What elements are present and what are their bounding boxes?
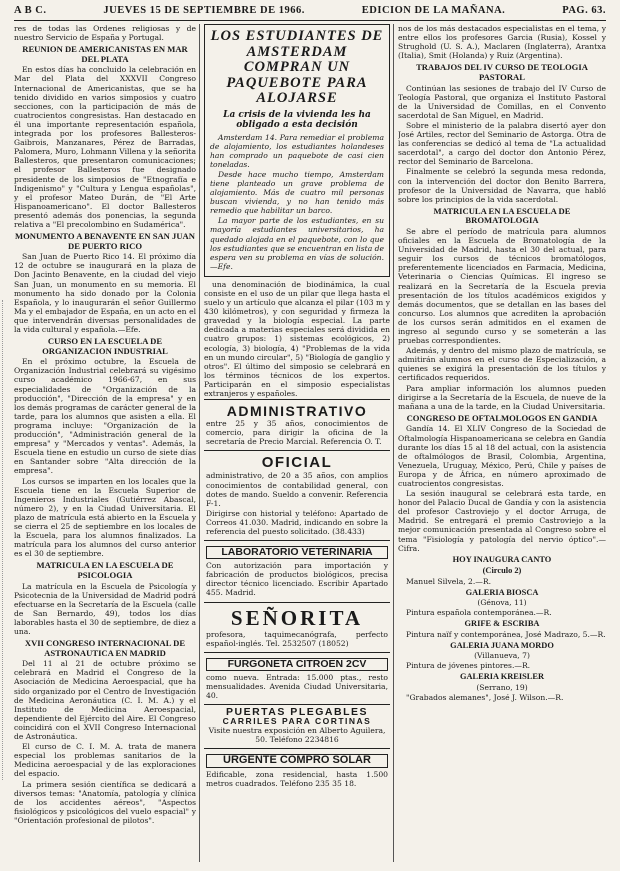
article-body: San Juan de Puerto Rico 14. El próximo día 12 de octubre se inaugurará en la plaza de Don Jacinto Benavente, en la ciudad del viejo San Juan, un monumento en su memoria. El monumento ha sido donado por la Colonia Española, y lo inaugurarán el señor Guillermo Ma y el embajador de España, en un acto en el que intervendrán diversas personalidades de la vida cultural y española.—Efe. [14, 252, 196, 334]
gallery-address: (Villanueva, 7) [474, 651, 530, 661]
ad-title: OFICIAL [261, 454, 333, 472]
ad-body: Con autorización para importación y fabricación de productos biológicos, precisa director técnico licenciado. Escribir Apartado 455. Madrid. [206, 561, 388, 598]
header-date: JUEVES 15 DE SEPTIEMBRE DE 1966. [103, 4, 305, 16]
article-body: Para ampliar información los alumnos pueden dirigirse a la Secretaría de la Escuela, de nueve de la mañana a una de la tarde, en la Ciudad Universitaria. [398, 383, 606, 411]
ad-title: PUERTAS PLEGABLES [226, 706, 368, 719]
ad-title: SEÑORITA [230, 605, 364, 630]
article-body: una denominación de biodinámica, la cual consiste en el uso de un pilar que llega hasta el suelo y un artículo que alcanza el pilar (103 m y 430 kilómetros), y con seguridad y firmeza la gravedad y la biología especial. La parte dedicada a materias especiales será dividida en cuatro grupos: 1) sistemas ecológicos, 2) ecología, 3) biología, 4) "Problemas de la vida en un mundo circular", 5) "Biología de ganglio y otros". El último del simposio se celebrará en los términos técnicos de los expertos. Participarán en el simposio especialistas extranjeros y españoles. [204, 279, 390, 399]
ad-title: FURGONETA CITROEN 2CV [206, 658, 388, 671]
ad-subtitle: CARRILES PARA CORTINAS [222, 716, 372, 727]
newspaper-name: A B C. [14, 4, 47, 16]
article-body: La matrícula en la Escuela de Psicología y Psicotecnia de la Universidad de Madrid podrá efectuarse en la Secretaría de la Escuela (calle de San Bernardo, 49), todos los días laborables hasta el 30 de septiembre, de diez a una. [14, 581, 196, 636]
featured-body: La mayor parte de los estudiantes, en su mayoría estudiantes universitarios, ha quedado alojada en el paquebote, con lo que los estudiantes que se encuentran en lista de espera ven su problema en vías de solución.—Efe. [210, 216, 384, 271]
classified-ad [204, 540, 390, 601]
article-body: Sobre el ministerio de la palabra disertó ayer don José Artiles, rector del Seminario de Astorga. Otra de las conferencias se dedicó al tema de "La actualidad sacerdotal", a cargo del doctor don Antonio Pérez, rector del Seminario de Barcelona. [398, 120, 606, 167]
article-title: XVII CONGRESO INTERNACIONAL DE ASTRONAUTICA EN MADRID [24, 638, 186, 658]
gallery-name: GRIFE & ESCRIBA [464, 619, 540, 629]
article-title: CONGRESO DE OFTALMOLOGOS EN GANDIA [406, 412, 598, 423]
article-title: TRABAJOS DEL IV CURSO DE TEOLOGIA PASTORAL [416, 62, 588, 82]
article-title: MATRICULA EN LA ESCUELA DE PSICOLOGIA [36, 560, 174, 580]
article-title: CURSO EN LA ESCUELA DE ORGANIZACION INDUSTRIAL [42, 336, 168, 356]
article-body: La primera sesión científica se dedicará a diversos temas: "Anatomía, patología y clínica de los accidentes aéreos", "Aspectos fisiológicos y psicológicos del vuelo espacial" y "Orientación profesional de pilotos". [14, 779, 196, 825]
column-1 [14, 24, 196, 862]
classified-ad [204, 748, 390, 791]
article-body: En el próximo octubre, la Escuela de Organización Industrial celebrará su vigésimo curso académico 1966-67, en sus especialidades de "Organización de la producción", "Dirección de la empresa" y en los demás programas de carácter general de la tarde, para los alumnos que asisten a ella. El programa incluye: "Organización de la producción", "Administración general de la empresa" y "Mercados y ventas". Además, la Escuela tiene en estudio un curso de siete días en Santander sobre "Alta dirección de la empresa". [14, 357, 196, 476]
gallery-title: HOY INAUGURA CANTO [452, 554, 552, 564]
ad-body: Edificable, zona residencial, hasta 1.500 metros cuadrados. Teléfono 235 35 18. [206, 769, 388, 788]
classified-ad [204, 399, 390, 450]
column-2 [204, 24, 390, 862]
gallery-artist: Pintura naïf y contemporánea, José Madrazo, 5.—R. [406, 629, 606, 639]
ad-body: entre 25 y 35 años, conocimientos de comercio, para dirigir la oficina de la secretaría de Precio Marcial. Referencia O. T. [206, 419, 388, 447]
ad-body: administrativo, de 20 a 35 años, con amplios conocimientos de contabilidad general, con dotes de mando. Sueldo a convenir. Referencia F-1. [206, 471, 388, 508]
article-body: Continúan las sesiones de trabajo del IV Curso de Teología Pastoral, que organiza el Instituto Pastoral de la Universidad de Comillas, en el Convento sacerdotal de San Miguel, en Madrid. [398, 83, 606, 120]
article-body: Gandía 14. El XLIV Congreso de la Sociedad de Oftalmología Hispanoamericana se celebra en Gandía durante los días 15 al 18 del actual, con la asistencia de oftalmólogos de Brasil, Colombia, Argentina, Venezuela, Uruguay, México, Perú, Chile y países de Europa y de África, en número aproximado de cuatrocientos congresistas. [398, 424, 606, 488]
featured-title: LOS ESTUDIANTES DE AMSTERDAM COMPRAN UN PAQUEBOTE PARA ALOJARSE [210, 28, 384, 106]
article-body: Del 11 al 21 de octubre próximo se celebrará en Madrid el Congreso de la Asociación de Medicina Aeroespacial, que ha sido organizado por el Centro de Investigación de Medicina Aeronáutica (C. I. M. A.) y el Instituto de Medicina Aeroespacial, dependiente del Ejército del Aire. El Congreso coincidirá con el XVII Congreso Internacional de Astronáutica. [14, 659, 196, 742]
gallery-name: GALERIA BIOSCA [465, 587, 539, 597]
article-title: REUNION DE AMERICANISTAS EN MAR DEL PLATA [22, 44, 188, 64]
article-body: Finalmente se celebró la segunda mesa redonda, con la intervención del doctor don Benito Barrera, profesor de la Universidad de Navarra, que habló sobre los principios de la vida sacerdotal. [398, 167, 606, 204]
article-title: MATRICULA EN LA ESCUELA DE BROMATOLOGIA [433, 205, 571, 226]
classified-ad [204, 450, 390, 540]
gallery-list [398, 566, 606, 702]
article-body: Los cursos se imparten en los locales que la Escuela tiene en la Escuela Superior de Ingenieros Industriales (Gutiérrez Abascal, número 2), y en la Ciudad Universitaria. El plazo de matrícula está abierto en la Escuela y se cierra el 25 de septiembre en los locales de la Escuela, para los alumnos finalizados. La matrícula para los alumnos del curso anterior es el 30 de septiembre. [14, 476, 196, 559]
page-header [14, 0, 606, 21]
article-intro: nos de los más destacados especialistas en el tema, y entre ellos los profesores Garcia (Rusia), Kossel y Strughold (U. S. A.), Maclaren (Inglaterra), Arantxa (Italia), Smit (Holanda) y Ruiz (Argentina). [398, 24, 606, 61]
article-title: MONUMENTO A BENAVENTE EN SAN JUAN DE PUERTO RICO [15, 231, 195, 251]
margin-line [2, 300, 11, 780]
gallery-artist: Manuel Silvela, 2.—R. [406, 576, 492, 586]
ad-title: ADMINISTRATIVO [226, 403, 368, 420]
gallery-artist: Pintura española contemporánea.—R. [406, 608, 552, 618]
gallery-address: (Serrano, 19) [476, 682, 528, 692]
article-body: La sesión inaugural se celebrará esta tarde, en honor del Palacio Ducal de Gandía y con la asistencia del profesor Castroviejo y el doctor Arruga, de Madrid. Se entregará el premio Castroviejo a la mejor comunicación presentada al Congreso sobre el tema "Fisiología y patología del nervio óptico".—Cifra. [398, 489, 606, 553]
article-body: El curso de C. I. M. A. trata de manera especial los problemas sanitarios de la Medicina aeroespacial y de las exploraciones del espacio. [14, 742, 196, 779]
header-page-number: PAG. 63. [562, 4, 606, 16]
article-body: En estos días ha concluido la celebración en Mar del Plata del XXXVII Congreso Internacional de Americanistas, que se ha tenido dividido en varios simposios y cuatro secciones, con la participación de más de cuatrocientos congresistas. Han destacado en él una importante representación española, integrada por los profesores Ballesteros-Gaibrois, Manzanares, Pérez de Barradas, Palomera, Muro, Lohmann Villena y la señorita Ballesteros, que presentaron comunicaciones; el profesor Ballesteros fue designado presidente de los simposios de "Etnografía e Indigenismo" y "Cultura y Lengua españolas", y el profesor Mateo Durán, de "El Arte Hispanoamericano". El doctor Ballesteros presentó además dos ponencias, la segunda relativa a "El precolombino en Sudamérica". [14, 65, 196, 229]
gallery-name: GALERIA JUANA MORDO [450, 640, 554, 650]
gallery-artist: Pintura de jóvenes pintores.—R. [406, 661, 531, 671]
column-divider [199, 24, 200, 862]
gallery-name: (Circulo 2) [482, 566, 522, 576]
article-body: Además, y dentro del mismo plazo de matrícula, se admitirán alumnos en el curso de Especialización, a quienes se exigirá la presentación de los títulos y certificados requeridos. [398, 346, 606, 383]
featured-subtitle: La crisis de la vivienda les ha obligado a esta decisión [223, 109, 371, 130]
gallery-artist: "Grabados alemanes", José J. Wilson.—R. [406, 692, 564, 702]
classified-ad [204, 652, 390, 704]
ad-title: LABORATORIO VETERINARIA [206, 546, 388, 559]
article-body: Se abre el período de matrícula para alumnos oficiales en la Escuela de Bromatología de la Universidad de Madrid, hasta el 30 del actual, para seguir los cursos de técnicos bromatólogos, preferentemente licenciados en Farmacia, Medicina, Veterinaria o Ciencias Químicas. El ingreso se realizará en la Secretaría de la Escuela previa presentación de los títulos académicos exigidos y demás documentos, que se detallan en las bases del concurso. Los alumnos que acrediten la aprobación de los cursos serán admitidos en el examen de ingreso al segundo curso y se someterán a las pruebas correspondientes. [398, 226, 606, 346]
classified-ad [204, 602, 390, 652]
column-3 [398, 24, 606, 862]
featured-body: Amsterdam 14. Para remediar el problema de alojamiento, los estudiantes holandeses han comprado un paquebote de casi cien toneladas. [210, 132, 384, 169]
ad-body: Dirigirse con historial y teléfono: Apartado de Correos 41.030. Madrid, indicando en sobre la referencia del puesto solicitado. (38.433) [206, 508, 388, 536]
ad-body: como nueva. Entrada: 15.000 ptas., resto mensualidades. Avenida Ciudad Universitaria, 40. [206, 672, 388, 700]
ad-body: Visite nuestra exposición en Alberto Aguilera, 50. Teléfono 2234816 [208, 726, 386, 745]
article-intro: res de todas las Ordenes religiosas y de nuestro Servicio de España y Portugal. [14, 24, 196, 43]
featured-article [204, 24, 390, 277]
gallery-name: GALERIA KREISLER [459, 672, 544, 682]
gallery-address: (Génova, 11) [477, 598, 527, 608]
featured-body: Desde hace mucho tiempo, Amsterdam tiene planteado un grave problema de alojamiento. Más de cuatro mil personas buscan vivienda, y no han tenido más remedio que habilitar un barco. [210, 169, 384, 216]
header-edition: EDICION DE LA MAÑANA. [361, 4, 506, 16]
ad-body: profesora, taquimecanógrafa, perfecto español-inglés. Tel. 2532507 (18052) [206, 629, 388, 648]
ad-title: URGENTE COMPRO SOLAR [206, 754, 388, 767]
column-divider [393, 24, 394, 862]
classified-ad [204, 704, 390, 748]
